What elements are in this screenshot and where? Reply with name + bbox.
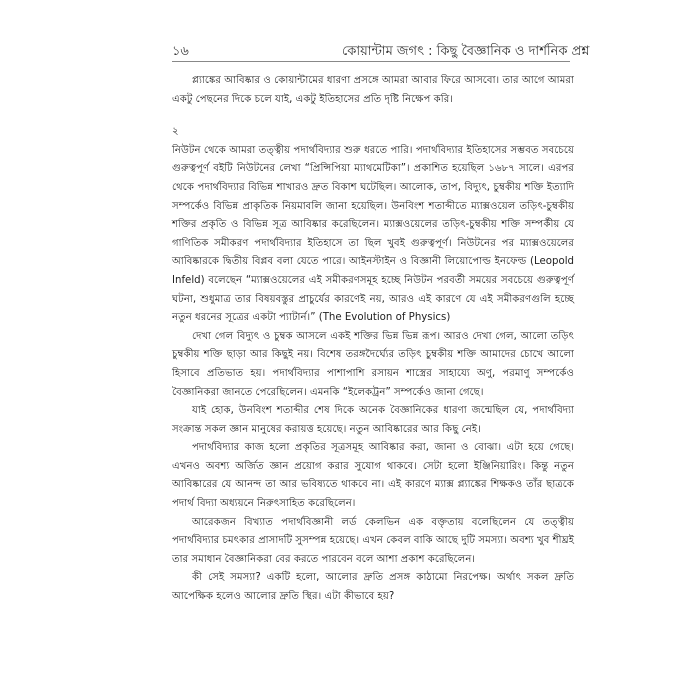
paragraph-6: আরেকজন বিখ্যাত পদার্থবিজ্ঞানী লর্ড কেলভিন এক বক্তৃতায় বলেছিলেন যে তত্ত্বীয় পদার্থবিদ্যার চমৎকার প্রাসাদটি সুসম্পন্ন হয়েছে। এখন কেবল বাকি আছে দুটি সমস্যা। অবশ্য খুব শীঘ্রই তার সমাধান বৈজ্ঞানিকরা বের করতে পারবেন বলে আশা প্রকাশ করেছিলেন। (172, 516, 574, 565)
page-body (172, 72, 574, 607)
paragraph-4: যাই হোক, উনবিংশ শতাব্দীর শেষ দিকে অনেক বৈজ্ঞানিকের ধারণা জন্মেছিল যে, পদার্থবিদ্যা সংক্রান্ত সকল জ্ঞান মানুষের করায়ত্ত হয়েছে। নতুন আবিষ্কারের আর কিছু নেই। (172, 405, 574, 435)
paragraph-7: কী সেই সমস্যা? একটি হলো, আলোর দ্রুতি প্রসঙ্গ কাঠামো নিরপেক্ষ। অর্থাৎ সকল দ্রুতি আপেক্ষিক হলেও আলোর দ্রুতি স্থির। এটা কীভাবে হয়? (172, 572, 574, 603)
header-rule (172, 61, 570, 62)
paragraph-5: পদার্থবিদ্যার কাজ হলো প্রকৃতির সূত্রসমূহ আবিষ্কার করা, জানা ও বোঝা। এটা হয়ে গেছে। এখনও অবশ্য অর্জিত জ্ঞান প্রয়োগ করার সুযোগ থাকবে। সেটা হলো ইঞ্জিনিয়ারিং। কিন্তু নতুন আবিষ্কারের যে আনন্দ তা আর ভবিষ্যতে থাকবে না। এই কারণে ম্যাক্স প্ল্যাঙ্কের শিক্ষকও তাঁর ছাত্রকে পদার্থ বিদ্যা অধ্যয়নে নিরুৎসাহিত করেছিলেন। (172, 442, 574, 510)
paragraph-3: দেখা গেল বিদ্যুৎ ও চুম্বক আসলে একই শক্তির ভিন্ন ভিন্ন রূপ। আরও দেখা গেল, আলো তড়িৎ চুম্বকীয় শক্তি ছাড়া আর কিছুই নয়। বিশেষ তরঙ্গদৈর্ঘ্যের তড়িৎ চুম্বকীয় শক্তি আমাদের চোখে আলো হিসাবে প্রতিভাত হয়। পদার্থবিদ্যার পাশাপাশি রসায়ন শাস্ত্রের সাহায্যে অণু, পরমাণু সম্পর্কেও বৈজ্ঞানিকরা জানতে পেরেছিলেন। এমনকি “ইলেকট্রন” সম্পর্কেও জানা গেছে। (172, 330, 574, 398)
page-number: ১৬ (172, 44, 189, 59)
running-head: কোয়ান্টাম জগৎ : কিছু বৈজ্ঞানিক ও দার্শনিক প্রশ্ন (342, 44, 590, 59)
section-number: ২ (172, 126, 179, 138)
paragraph-1: প্ল্যাঙ্কের আবিষ্কার ও কোয়ান্টামের ধারণা প্রসঙ্গে আমরা আবার ফিরে আসবো। তার আগে আমরা একটু পেছনের দিকে চলে যাই, একটু ইতিহাসের প্রতি দৃষ্টি নিক্ষেপ করি। (172, 75, 574, 105)
paragraph-2: নিউটন থেকে আমরা তত্ত্বীয় পদার্থবিদ্যার শুরু ধরতে পারি। পদার্থবিদ্যার ইতিহাসের সম্ভবত সবচেয়ে গুরুত্বপূর্ণ বইটি নিউটনের লেখা “প্রিন্সিপিয়া ম্যাথমেটিকা”। প্রকাশিত হয়েছিল ১৬৮৭ সালে। এরপর থেকে পদার্থবিদ্যার বিভিন্ন শাখারও দ্রুত বিকাশ ঘটেছিল। আলোক, তাপ, বিদ্যুৎ, চুম্বকীয় শক্তি ইত্যাদি সম্পর্কেও বিভিন্ন প্রাকৃতিক নিয়মাবলি জানা হয়েছিল। উনবিংশ শতাব্দীতে ম্যাক্সওয়েল তড়িৎ-চুম্বকীয় শক্তির প্রকৃতি ও বিভিন্ন সূত্র আবিষ্কার করেছিলেন। ম্যাক্সওয়েলের তড়িৎ-চুম্বকীয় শক্তি সম্পর্কীয় যে গাণিতিক সমীকরণ পদার্থবিদ্যার ইতিহাসে তা ছিল খুবই গুরুত্বপূর্ণ। নিউটনের পর ম্যাক্সওয়েলের আবিষ্কারকে দ্বিতীয় বিপ্লব বলা যেতে পারে। আইনস্টাইন ও বিজ্ঞানী লিয়োপোল্ড ইনফেল্ড (Leopold Infeld) বলেছেন “ম্যাক্সওয়েলের এই সমীকরণসমূহ হচ্ছে নিউটন পরবর্তী সময়ের সবচেয়ে গুরুত্বপূর্ণ ঘটনা, শুধুমাত্র তার বিষয়বস্তুর প্রাচুর্যের কারণেই নয়, আরও এই কারণে যে এই সমীকরণগুলি হচ্ছে নতুন ধরনের সূত্রের একটা প্যাটার্ন।” (The Evolution of Physics) (172, 144, 574, 324)
